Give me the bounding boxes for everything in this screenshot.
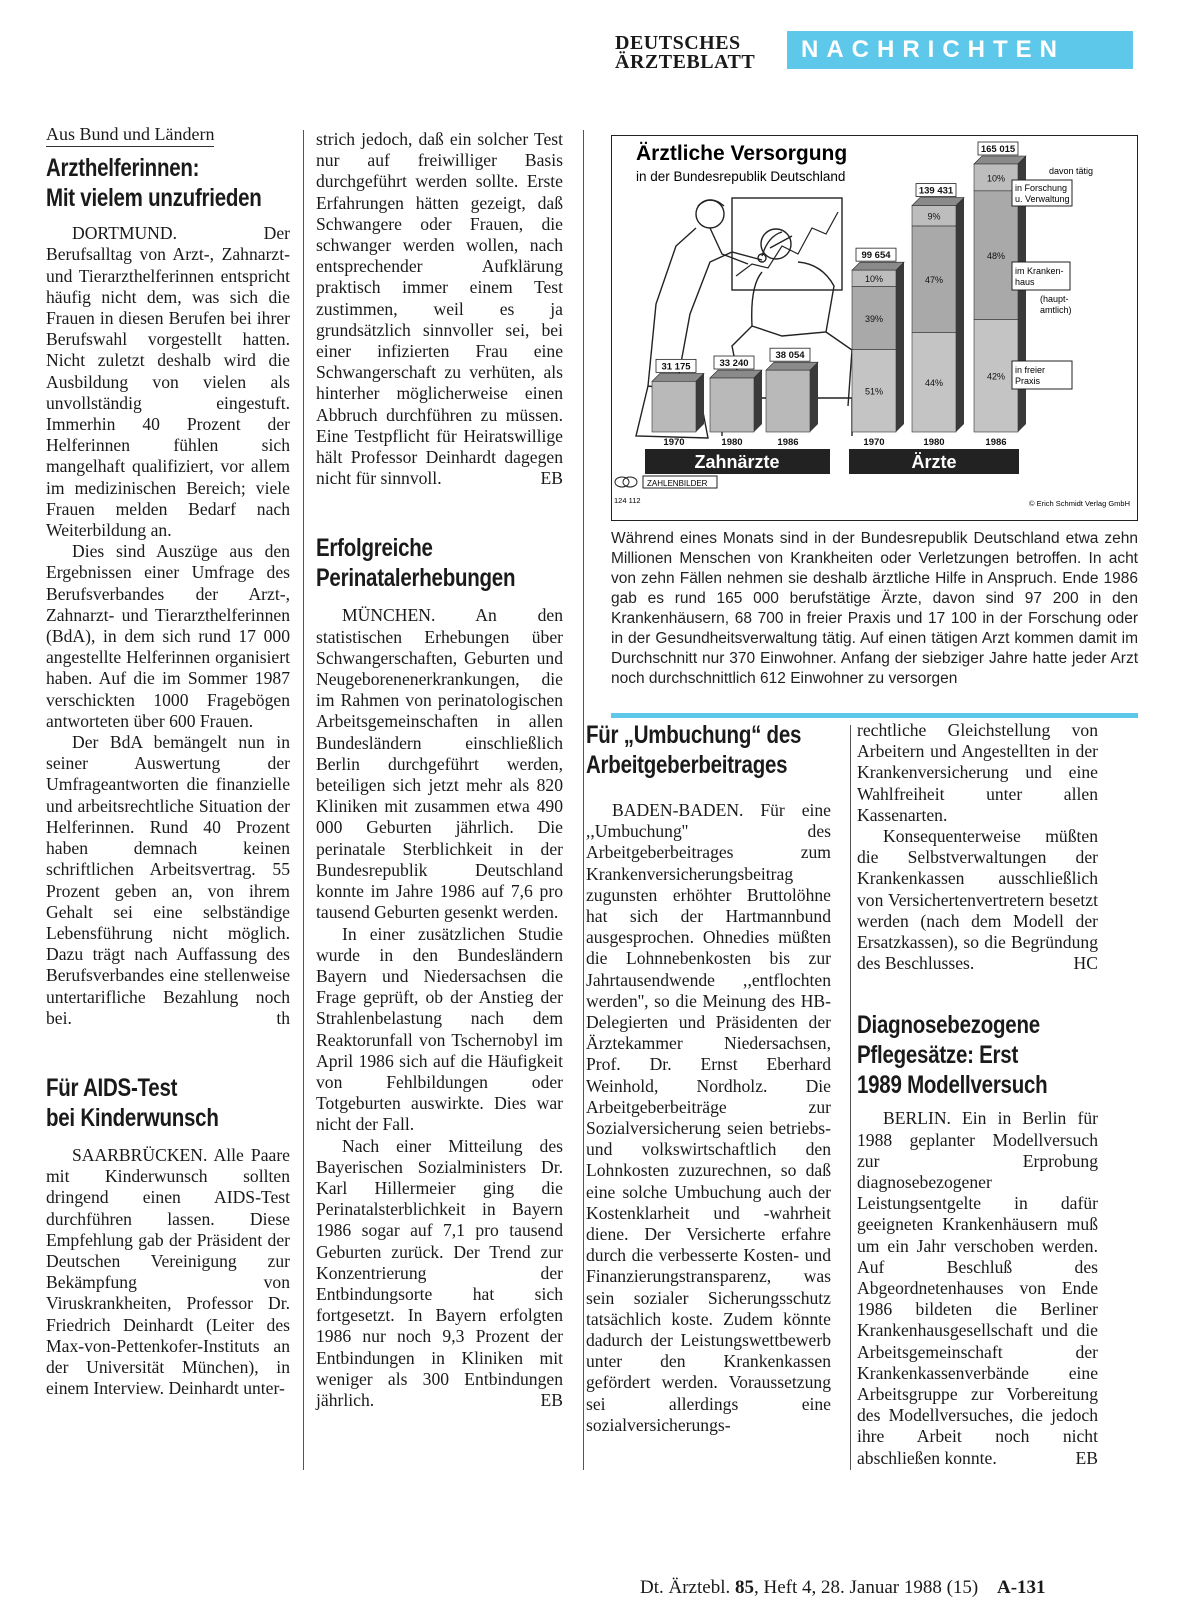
segment-label: 9% [927,211,941,222]
bar-top [766,362,818,370]
author-sign: EB [540,1389,563,1410]
paragraph: DORTMUND. Der Berufsalltag von Arzt-, Zahnarzt- und Tierarzthelferinnen entspricht häufig nicht dem, was sich die Frauen in diesen Berufen bei ihrer Berufswahl vorgestellt hatten. Nicht zuletzt deshalb wird die Ausbildung von vielen als unvollständig eingestuft. Immerhin 40 Prozent der Helferinnen fühlen sich mangelhaft qualifiziert, vor allem im medizinischen Bereich; viele Frauen melden Bedarf nach Weiterbildung an. [46,223,290,541]
headline-line: Arbeitgeberbeitrages [586,751,788,779]
column-rule [303,130,304,1470]
group-label-aerzte: Ärzte [911,452,957,472]
credits-publisher: © Erich Schmidt Verlag GmbH [1029,499,1130,508]
group-label-zahnaerzte: Zahnärzte [694,452,780,472]
bar [766,370,810,432]
footer-volume: 85 [734,1577,754,1598]
chart-box [611,135,1138,521]
headline-line: Für AIDS-Test [46,1073,178,1102]
author-sign: HC [1073,953,1098,974]
paragraph [316,1136,563,1412]
column-3 [586,720,831,1436]
headline-line: Pflegesätze: Erst [857,1041,1019,1070]
bar-side [896,262,904,432]
column-1 [46,124,290,1399]
section-banner: NACHRICHTEN [787,31,1133,69]
value-label: 165 015 [980,144,1016,155]
segment-label: 10% [986,173,1006,184]
chart-caption: Während eines Monats sind in der Bundesrepublik Deutschland etwa zehn Millionen Menschen von Krankheiten oder Verletzungen betroffen. In acht von zehn Fällen nehmen sie deshalb ärztliche Hilfe in Anspruch. Ende 1986 gab es rund 165 000 berufstätige Ärzte, davon sind 97 200 in den Krankenhäusern, 68 700 in freier Praxis und 17 100 in der Forschung oder in der Gesundheitsverwaltung tätig. Auf einen tätigen Arzt kommen damit im Durchschnitt nur 370 Einwohner. Anfang der siebziger Jahre hatte jeder Arzt noch durchschnittlich 612 Einwohner zu versorgen [611,530,1138,687]
legend-heading: davon tätig [1049,166,1094,176]
value-label: 38 054 [775,350,805,362]
headline-line: Perinatalerhebungen [316,564,516,593]
blue-divider [611,713,1138,718]
legend-praxis-1: in freier [1015,365,1046,375]
headline-diagnosebezogene [857,1010,1098,1100]
bar-top [852,262,904,270]
masthead-logo [615,34,765,72]
author-sign: th [276,1007,290,1028]
bar-top [710,370,762,378]
headline-perinatal [316,533,563,593]
legend-forschung-2: u. Verwaltung [1015,194,1070,204]
headline-line: bei Kinderwunsch [46,1103,219,1132]
value-label: 139 431 [918,185,954,197]
bar [710,378,754,432]
segment-label: 51% [864,386,884,397]
headline-line: 1989 Modellversuch [857,1071,1048,1100]
legend-praxis-2: Praxis [1015,376,1041,386]
paragraph-text: Konsequenterweise müßten die Selbstverwaltungen der Krankenkassen ausschließlich von Versichertenvertretern besetzt werden (nach dem Modell der Ersatzkassen), so die Begründung des Beschlusses. [857,826,1098,974]
column-4 [857,720,1098,1469]
column-rule [850,725,851,1470]
paragraph: MÜNCHEN. An den statistischen Erhebungen über Schwangerschaften, Geburten und Neugeborenenerkrankungen, die im Rahmen von perinatologischen Arbeitsgemeinschaften in allen Bundesländern einschließlich Berlin durchgeführt werden, beteiligen sich jetzt mehr als 820 Kliniken mit zusammen etwa 490 000 Geburten jährlich. Die perinatale Sterblichkeit in der Bundesrepublik Deutschland konnte im Jahre 1986 auf 7,6 pro tausend Geburten gesenkt werden. [316,605,563,923]
author-sign: EB [1075,1447,1098,1468]
value-label: 99 654 [861,250,891,262]
headline-arzthelferinnen [46,153,290,213]
paragraph: BADEN-BADEN. Für eine ,,Umbuchung'' des Arbeitgeberbeitrages zum Krankenversicherungsbeitrag zugunsten erhöhter Bruttolöhne hat sich der Hartmannbund ausgesprochen. Ohnedies müßten die Lohnnebenkosten bis zur Jahrtausendwende ,,entflochten werden'', so die Meinung des HB-Delegierten und Präsidenten der Ärztekammer Niedersachsen, Prof. Dr. Ernst Eberhard Weinhold, Nordholz. Die Arbeitgeberbeiträge zur Sozialversicherung seien betriebs- und volkswirtschaftlich den Lohnkosten zuzurechnen, so daß eine solche Umbuchung auch der Kostenklarheit und -wahrheit diene. Der Versicherte erfahre durch die verbesserte Kosten- und Finanzierungstransparenz, was sein sozialer Sicherungsschutz tatsächlich koste. Zudem könnte dadurch der Leistungswettbewerb unter den Krankenkassen gefördert werden. Voraussetzung sei allerdings eine sozialversicherungs- [586,800,831,1435]
chart-bars [652,142,1026,448]
column-rule [583,130,584,1470]
paragraph-text: Der BdA bemängelt nun in seiner Auswertung der Umfrageantworten die finanzielle und arbeitsrechtliche Situation der Helferinnen. Rund 40 Prozent haben demnach keinen schriftlichen Arbeitsvertrag. 55 Prozent geben an, von ihrem Gehalt sei eine selbständige Lebensführung nicht möglich. Dazu trägt nach Auffassung des Berufsverbandes eine stellenweise untertarifliche Bezahlung noch bei. [46,732,290,1028]
footer-issue: , Heft 4, 28. Januar 1988 (15) [753,1577,979,1598]
paragraph: In einer zusätzlichen Studie wurde in den Bundesländern Bayern und Niedersachsen die Frage geprüft, ob der Anstieg der Strahlenbelastung nach dem Reaktorunfall von Tschernobyl im April 1986 sich auf die Häufigkeit von Fehlbildungen oder Totgeburten auswirkte. Dies war nicht der Fall. [316,923,563,1135]
headline-line: Diagnosebezogene [857,1011,1040,1040]
masthead-line2: ÄRZTEBLATT [615,51,756,73]
footer-journal: Dt. Ärztebl. [640,1577,731,1598]
zahlenbilder-logo [615,476,717,488]
chart-svg [612,136,1137,520]
column-2 [316,129,563,1411]
legend-forschung-1: in Forschung [1015,183,1068,193]
paragraph-text: strich jedoch, daß ein solcher Test nur auf freiwilliger Basis durchgeführt werden sollte. Erste Erfahrungen hätten gezeigt, daß Schwangere oder Frauen, die schwanger werden wollen, nach entsprechender Aufklärung praktisch immer einem Test zustimmen, weil es ja grundsätzlich sinnvoller sei, bei einer infizierten Frau eine Schwangerschaft zu verhüten, als hinterher möglicherweise einen Abbruch durchführen zu müssen. Eine Testpflicht für Heiratswillige hält Professor Deinhardt dagegen nicht für sinnvoll. [316,129,563,489]
page-footer [640,1577,1140,1599]
paragraph [46,732,290,1029]
paragraph-text: Nach einer Mitteilung des Bayerischen Sozialministers Dr. Karl Hillermeier ging die Perinatalsterblichkeit in Bayern 1986 sogar auf 7,1 pro tausend Geburten zurück. Der Trend zur Konzentrierung der Entbindungsorte hat sich fortgesetzt. In Bayern erfolgten 1986 nur noch 9,3 Prozent der Entbindungen in Kliniken mit weniger als 300 Entbindungen jährlich. [316,1135,563,1410]
segment-label: 44% [924,378,944,389]
year-label: 1986 [985,437,1007,448]
bar [652,381,696,432]
value-label: 31 175 [661,361,691,373]
bar-side [754,370,762,432]
paragraph: SAARBRÜCKEN. Alle Paare mit Kinderwunsch sollten dringend einen AIDS-Test durchführen lassen. Diese Empfehlung gab der Präsident der Deutschen Vereinigung zur Bekämpfung von Viruskrankheiten, Professor Dr. Friedrich Deinhardt (Leiter des Max-von-Pettenkofer-Instituts an der Universität München), in einem Interview. Deinhardt unter- [46,1144,290,1399]
chart-title: Ärztliche Versorgung [636,142,848,165]
headline-line: Arzthelferinnen: [46,154,200,183]
headline-line: Erfolgreiche [316,534,433,563]
legend-haupt-1: (haupt- [1040,294,1069,304]
kicker: Aus Bund und Ländern [46,124,214,147]
masthead-line1: DEUTSCHES [615,32,741,54]
legend-haupt-2: amtlich) [1040,305,1072,315]
paragraph-text: BERLIN. Ein in Berlin für 1988 geplanter Modellversuch zur Erprobung diagnosebezogener Leistungsentgelte in dafür geeigneten Krankenhäusern muß um ein Jahr verschoben werden. Auf Beschluß des Abgeordnetenhauses von Ende 1986 bildeten die Berliner Krankenhausgesellschaft und die Arbeitsgemeinschaft der Krankenkassenverbände eine Arbeitsgruppe zur Vorbereitung des Modellversuches, die jedoch ihre Arbeit noch nicht abschließen konnte. [857,1108,1098,1468]
segment-label: 47% [924,275,944,286]
headline-line: Für „Umbuchung“ des [586,721,802,749]
headline-umbuchung [586,720,831,780]
paragraph [857,826,1098,974]
bar-top [974,156,1026,164]
bar-side [810,362,818,432]
legend-krankenhaus-2: haus [1015,277,1035,287]
author-sign: EB [540,468,563,489]
segment-label: 10% [864,274,884,285]
segment-label: 39% [864,313,884,324]
value-label: 33 240 [719,358,749,370]
year-label: 1986 [777,437,799,448]
segment-label: 42% [986,371,1006,382]
paragraph [316,129,563,489]
year-label: 1970 [863,437,885,448]
legend-krankenhaus-1: im Kranken- [1015,266,1064,276]
paragraph [857,1108,1098,1468]
footer-page: A-131 [997,1577,1046,1598]
year-label: 1980 [721,437,743,448]
bar-top [912,198,964,206]
paragraph: rechtliche Gleichstellung von Arbeitern und Angestellten in der Krankenversicherung und eine Wahlfreiheit unter allen Kassenarten. [857,720,1098,825]
paragraph: Dies sind Auszüge aus den Ergebnissen einer Umfrage des Berufsverbandes der Arzt-, Zahnarzt- und Tierarzthelferinnen (BdA), in dem sich rund 17 000 angestellte Helferinnen organisiert haben. Auf die im Sommer 1987 verschickten 1000 Fragebögen antworteten über 600 Frauen. [46,541,290,731]
bar-top [652,373,704,381]
credits-brand: ZAHLENBILDER [647,479,708,488]
credits-code: 124 112 [614,496,641,505]
bar-side [956,198,964,432]
bar-side [696,373,704,432]
headline-line: Mit vielem unzufrieden [46,184,262,213]
segment-label: 48% [986,251,1006,262]
year-label: 1970 [663,437,685,448]
headline-aids-test [46,1073,290,1133]
chart-subtitle: in der Bundesrepublik Deutschland [636,169,846,184]
year-label: 1980 [923,437,945,448]
